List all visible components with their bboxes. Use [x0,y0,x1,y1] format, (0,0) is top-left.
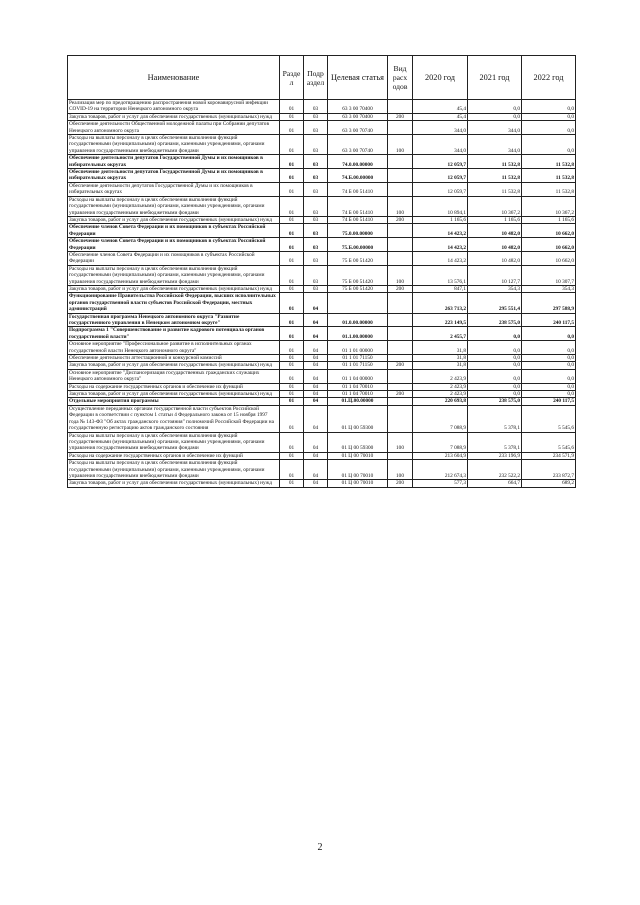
table-row [68,224,576,238]
cell-2021: 0,0 [468,362,522,369]
cell-section: 01 [280,121,304,135]
cell-2022: 0,0 [522,369,576,383]
cell-subsection: 04 [304,480,328,487]
cell-section: 01 [280,285,304,292]
cell-name: Обеспечение деятельности депутатов Государственной Думы и их помощников в избирательных округах [68,182,280,196]
table-row [68,251,576,265]
cell-2022: 0,0 [522,327,576,341]
cell-subsection: 03 [304,196,328,216]
cell-2022: 689,2 [522,480,576,487]
cell-2022: 0,0 [522,121,576,135]
cell-2021: 10 367,2 [468,196,522,216]
cell-2022: 11 532,8 [522,155,576,169]
cell-2020: 263 713,2 [413,293,468,313]
cell-section: 01 [280,182,304,196]
cell-2020: 14 423,2 [413,224,468,238]
header-2020: 2020 год [413,56,468,100]
cell-section: 01 [280,169,304,183]
cell-2021: 10 127,7 [468,265,522,285]
cell-2020: 7 088,9 [413,432,468,452]
cell-target: 01 1 01 00000 [328,341,388,355]
cell-subsection: 04 [304,383,328,390]
table-row [68,341,576,355]
cell-subsection: 03 [304,285,328,292]
cell-target: 01.1.00.00000 [328,327,388,341]
cell-target: 01 1 04 70010 [328,383,388,390]
table-row [68,285,576,292]
table-row [68,121,576,135]
cell-name: Обеспечение деятельности депутатов Государственной Думы и их помощников в избирательных округах [68,169,280,183]
cell-target: 75 Б 00 51420 [328,265,388,285]
cell-expense-type: 100 [388,432,413,452]
cell-target [328,293,388,313]
table-row [68,327,576,341]
cell-2021: 10 482,0 [468,224,522,238]
cell-subsection: 03 [304,224,328,238]
cell-section: 01 [280,355,304,362]
table-row [68,452,576,459]
cell-name: Расходы на содержание государственных органов и обеспечение их функций [68,452,280,459]
cell-target: 01.0.00.00000 [328,313,388,327]
cell-2020: 14 423,2 [413,251,468,265]
cell-2022: 0,0 [522,355,576,362]
cell-target: 74 Б 00 51410 [328,216,388,223]
cell-section: 01 [280,251,304,265]
cell-subsection: 04 [304,391,328,398]
cell-2022: 240 117,5 [522,313,576,327]
cell-2022: 297 588,9 [522,293,576,313]
cell-expense-type: 200 [388,216,413,223]
header-subsection: Подр аздел [304,56,328,100]
cell-section: 01 [280,155,304,169]
cell-2020: 213 604,9 [413,452,468,459]
cell-name: Обеспечение членов Совета Федерации и их помощников в субъектах Российской Федерации [68,224,280,238]
cell-target: 74 Б 00 51410 [328,182,388,196]
cell-2021: 664,7 [468,480,522,487]
cell-2020: 31,8 [413,355,468,362]
cell-2021: 1 165,6 [468,216,522,223]
cell-expense-type [388,182,413,196]
cell-name: Расходы на выплаты персоналу в целях обеспечения выполнения функций государственными (муниципальными) органами, казенными учреждениями, органами управления государственными внебюджетными фондами [68,135,280,155]
table-row [68,480,576,487]
cell-expense-type [388,327,413,341]
cell-expense-type: 200 [388,391,413,398]
cell-2021: 354,3 [468,285,522,292]
table-row [68,355,576,362]
header-2021: 2021 год [468,56,522,100]
cell-2021: 344,0 [468,121,522,135]
cell-2022: 233 872,7 [522,460,576,480]
cell-2020: 2 423,9 [413,369,468,383]
table-row [68,383,576,390]
cell-target: 74 Б 00 51410 [328,196,388,216]
table-header-row [68,56,576,100]
cell-2020: 14 423,2 [413,238,468,252]
cell-name: Функционирование Правительства Российской Федерации, высших исполнительных органов государственной власти субъектов Российской Федерации, местных администраций [68,293,280,313]
cell-section: 01 [280,224,304,238]
header-expense-type: Вид расх одов [388,56,413,100]
cell-section: 01 [280,391,304,398]
cell-2022: 240 117,5 [522,398,576,405]
cell-section: 01 [280,196,304,216]
header-2022: 2022 год [522,56,576,100]
cell-2020: 212 674,3 [413,460,468,480]
table-row [68,405,576,432]
cell-name: Закупка товаров, работ и услуг для обеспечения государственных (муниципальных) нужд [68,391,280,398]
cell-2020: 577,3 [413,480,468,487]
cell-target: 01 Ц 00 70010 [328,460,388,480]
cell-2020: 45,4 [413,113,468,120]
cell-target: 01 Ц 00 59300 [328,405,388,432]
cell-section: 01 [280,341,304,355]
cell-2021: 238 575,0 [468,313,522,327]
cell-2022: 11 532,8 [522,169,576,183]
cell-2021: 11 532,8 [468,169,522,183]
cell-2022: 5 545,6 [522,432,576,452]
table-row [68,293,576,313]
cell-2021: 5 378,1 [468,432,522,452]
cell-subsection: 04 [304,293,328,313]
cell-2020: 220 693,8 [413,398,468,405]
cell-2020: 7 088,9 [413,405,468,432]
cell-2021: 5 378,1 [468,405,522,432]
cell-expense-type [388,313,413,327]
cell-target: 63 3 00 70400 [328,100,388,114]
cell-target: 01.Ц.00.00000 [328,398,388,405]
cell-target: 01 Ц 00 70010 [328,452,388,459]
cell-expense-type [388,121,413,135]
cell-expense-type [388,405,413,432]
cell-name: Обеспечение деятельности депутатов Государственной Думы и их помощников в избирательных округах [68,155,280,169]
cell-2022: 0,0 [522,341,576,355]
cell-subsection: 03 [304,121,328,135]
table-row [68,182,576,196]
cell-name: Обеспечение деятельности аттестационной и конкурсной комиссий [68,355,280,362]
cell-expense-type [388,251,413,265]
cell-subsection: 03 [304,216,328,223]
header-target: Целевая статья [328,56,388,100]
cell-name: Расходы на выплаты персоналу в целях обеспечения выполнения функций государственными (муниципальными) органами, казенными учреждениями, органами управления государственными внебюджетными фондами [68,196,280,216]
cell-expense-type [388,398,413,405]
cell-2021: 0,0 [468,383,522,390]
cell-2021: 0,0 [468,327,522,341]
cell-2020: 12 059,7 [413,182,468,196]
cell-expense-type [388,341,413,355]
cell-2022: 354,3 [522,285,576,292]
cell-name: Обеспечение деятельности Общественной молодежной палаты при Собрании депутатов Ненецкого автономного округа [68,121,280,135]
cell-subsection: 04 [304,355,328,362]
table-row [68,313,576,327]
cell-section: 01 [280,135,304,155]
cell-2022: 11 532,8 [522,182,576,196]
cell-name: Расходы на содержание государственных органов и обеспечение их функций [68,383,280,390]
cell-2022: 234 571,9 [522,452,576,459]
cell-section: 01 [280,480,304,487]
cell-2022: 10 662,0 [522,251,576,265]
table-row [68,169,576,183]
cell-expense-type [388,169,413,183]
cell-2022: 0,0 [522,383,576,390]
cell-2021: 0,0 [468,341,522,355]
cell-name: Расходы на выплаты персоналу в целях обеспечения выполнения функций государственными (муниципальными) органами, казенными учреждениями, органами управления государственными внебюджетными фондами [68,265,280,285]
cell-2021: 0,0 [468,113,522,120]
cell-2021: 233 196,9 [468,452,522,459]
cell-target: 75.Б.00.00000 [328,238,388,252]
cell-section: 01 [280,460,304,480]
cell-2020: 12 059,7 [413,155,468,169]
cell-target: 63 3 00 70740 [328,121,388,135]
cell-target: 74.Б.00.00000 [328,169,388,183]
cell-subsection: 04 [304,327,328,341]
cell-subsection: 04 [304,460,328,480]
cell-subsection: 03 [304,265,328,285]
cell-expense-type [388,452,413,459]
cell-expense-type: 200 [388,285,413,292]
cell-name: Государственная программа Ненецкого автономного округа "Развитие государственного управления в Ненецком автономном округе" [68,313,280,327]
cell-section: 01 [280,113,304,120]
table-row [68,216,576,223]
cell-2020: 223 149,5 [413,313,468,327]
cell-target: 01 1 01 71150 [328,355,388,362]
cell-subsection: 03 [304,100,328,114]
cell-expense-type: 200 [388,113,413,120]
cell-2020: 2 455,7 [413,327,468,341]
table-row [68,460,576,480]
cell-name: Закупка товаров, работ и услуг для обеспечения государственных (муниципальных) нужд [68,362,280,369]
cell-subsection: 04 [304,405,328,432]
cell-section: 01 [280,398,304,405]
table-row [68,362,576,369]
cell-2021: 0,0 [468,355,522,362]
cell-2022: 0,0 [522,362,576,369]
cell-target: 75 Б 00 51420 [328,285,388,292]
table-row [68,100,576,114]
cell-section: 01 [280,238,304,252]
cell-2022: 0,0 [522,135,576,155]
cell-2021: 295 551,4 [468,293,522,313]
table-row [68,398,576,405]
cell-2022: 0,0 [522,100,576,114]
cell-2021: 0,0 [468,391,522,398]
cell-section: 01 [280,327,304,341]
table-row [68,391,576,398]
cell-target: 75 Б 00 51420 [328,251,388,265]
cell-2021: 0,0 [468,100,522,114]
cell-2020: 45,4 [413,100,468,114]
cell-2020: 344,0 [413,135,468,155]
table-row [68,135,576,155]
cell-name: Осуществление переданных органам государственной власти субъектов Российской Федерации в соответствии с пунктом 1 статьи 4 Федерального закона от 15 ноября 1997 года № 143-ФЗ "Об актах гражданского состояния" полномочий Российской Федерации на государственную регистрацию актов гражданского состояния [68,405,280,432]
cell-2020: 31,8 [413,341,468,355]
cell-expense-type [388,383,413,390]
cell-name: Основное мероприятие "Диспансеризация государственных гражданских служащих Ненецкого автономного округа" [68,369,280,383]
cell-2022: 5 545,6 [522,405,576,432]
cell-target: 01 Ц 00 70010 [328,480,388,487]
cell-section: 01 [280,369,304,383]
cell-2020: 13 576,1 [413,265,468,285]
table-row [68,369,576,383]
cell-expense-type [388,100,413,114]
cell-subsection: 03 [304,135,328,155]
cell-2022: 10 662,0 [522,238,576,252]
cell-expense-type [388,238,413,252]
cell-section: 01 [280,216,304,223]
cell-subsection: 03 [304,182,328,196]
cell-2021: 10 482,0 [468,238,522,252]
cell-name: Обеспечение членов Совета Федерации и их помощников в субъектах Российской Федерации [68,238,280,252]
cell-2022: 10 307,7 [522,265,576,285]
cell-2020: 12 059,7 [413,169,468,183]
cell-2022: 10 662,0 [522,224,576,238]
cell-2021: 232 522,2 [468,460,522,480]
cell-subsection: 04 [304,369,328,383]
cell-expense-type [388,224,413,238]
cell-section: 01 [280,362,304,369]
cell-2020: 1 165,6 [413,216,468,223]
cell-expense-type: 100 [388,265,413,285]
page-number: 2 [317,842,323,853]
cell-subsection: 04 [304,398,328,405]
cell-2022: 0,0 [522,113,576,120]
cell-target: 01 1 04 00000 [328,369,388,383]
cell-2022: 1 165,6 [522,216,576,223]
table-row [68,238,576,252]
cell-2021: 11 532,8 [468,182,522,196]
cell-name: Закупка товаров, работ и услуг для обеспечения государственных (муниципальных) нужд [68,216,280,223]
cell-subsection: 04 [304,432,328,452]
cell-subsection: 03 [304,155,328,169]
cell-target: 01 1 01 71150 [328,362,388,369]
cell-2021: 344,0 [468,135,522,155]
cell-2020: 344,0 [413,121,468,135]
cell-expense-type [388,293,413,313]
cell-expense-type [388,155,413,169]
cell-2021: 0,0 [468,369,522,383]
cell-expense-type [388,369,413,383]
cell-expense-type: 200 [388,480,413,487]
cell-target: 63 3 00 70400 [328,113,388,120]
cell-expense-type: 100 [388,196,413,216]
cell-expense-type: 100 [388,460,413,480]
cell-name: Расходы на выплаты персоналу в целях обеспечения выполнения функций государственными (муниципальными) органами, казенными учреждениями, органами управления государственными внебюджетными фондами [68,432,280,452]
cell-subsection: 03 [304,251,328,265]
cell-expense-type: 200 [388,362,413,369]
cell-2021: 10 482,0 [468,251,522,265]
cell-2021: 11 532,8 [468,155,522,169]
cell-subsection: 03 [304,169,328,183]
cell-target: 74.0.00.00000 [328,155,388,169]
cell-2022: 0,0 [522,391,576,398]
cell-2020: 847,1 [413,285,468,292]
cell-2020: 2 423,9 [413,391,468,398]
header-name: Наименование [68,56,280,100]
cell-name: Основное мероприятие "Профессиональное развитие в исполнительных органах государственной власти Ненецкого автономного округа" [68,341,280,355]
cell-section: 01 [280,313,304,327]
cell-section: 01 [280,383,304,390]
table-row [68,196,576,216]
cell-subsection: 03 [304,113,328,120]
cell-expense-type: 100 [388,135,413,155]
cell-name: Закупка товаров, работ и услуг для обеспечения государственных (муниципальных) нужд [68,113,280,120]
cell-section: 01 [280,432,304,452]
cell-section: 01 [280,293,304,313]
cell-name: Закупка товаров, работ и услуг для обеспечения государственных (муниципальных) нужд [68,285,280,292]
cell-target: 01 1 04 70010 [328,391,388,398]
cell-section: 01 [280,100,304,114]
cell-name: Отдельные мероприятия программы [68,398,280,405]
cell-subsection: 03 [304,238,328,252]
cell-name: Обеспечение членов Совета Федерации и их помощников в субъектах Российской Федерации [68,251,280,265]
cell-section: 01 [280,405,304,432]
cell-2020: 10 894,1 [413,196,468,216]
cell-subsection: 04 [304,362,328,369]
cell-subsection: 04 [304,313,328,327]
cell-subsection: 04 [304,452,328,459]
table-row [68,155,576,169]
header-section: Разде л [280,56,304,100]
cell-name: Подпрограмма 1 "Совершенствование и развитие кадрового потенциала органов государственной власти" [68,327,280,341]
cell-name: Закупка товаров, работ и услуг для обеспечения государственных (муниципальных) нужд [68,480,280,487]
cell-2021: 238 575,0 [468,398,522,405]
cell-section: 01 [280,452,304,459]
cell-2020: 2 423,9 [413,383,468,390]
cell-target: 63 3 00 70740 [328,135,388,155]
cell-section: 01 [280,265,304,285]
cell-target: 01 Ц 00 59300 [328,432,388,452]
budget-table [67,55,576,488]
cell-2022: 10 367,2 [522,196,576,216]
cell-name: Реализация мер по предотвращению распространения новой коронавирусной инфекции COVID-19 на территории Ненецкого автономного округа [68,100,280,114]
cell-2020: 31,8 [413,362,468,369]
cell-expense-type [388,355,413,362]
cell-name: Расходы на выплаты персоналу в целях обеспечения выполнения функций государственными (муниципальными) органами, казенными учреждениями, органами управления государственными внебюджетными фондами [68,460,280,480]
table-row [68,113,576,120]
cell-subsection: 04 [304,341,328,355]
table-row [68,265,576,285]
table-row [68,432,576,452]
cell-target: 75.0.00.00000 [328,224,388,238]
